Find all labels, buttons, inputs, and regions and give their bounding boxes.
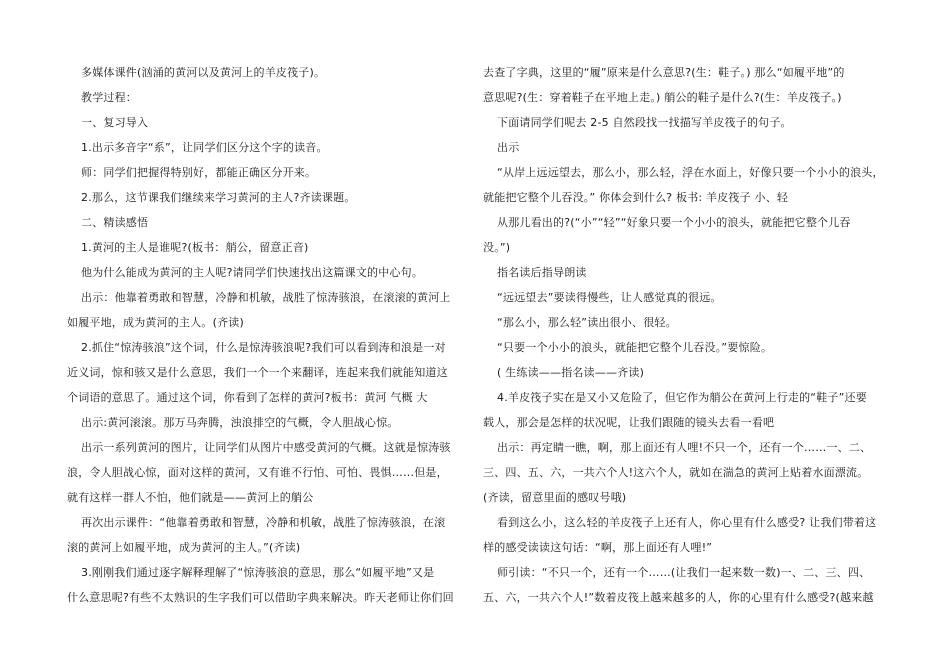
left-line-11: 如履平地，成为黄河的主人。(齐读): [67, 316, 244, 329]
right-line-15: 载人，那会是怎样的状况呢，让我们跟随的镜头去看一看吧: [483, 416, 775, 429]
left-line-21: 3.刚刚我们通过逐字解释理解了“惊涛骇浪的意思，那么“如履平地”又是: [81, 566, 435, 579]
left-line-12: 2.抓住“惊涛骇浪”这个词，什么是惊涛骇浪呢?我们可以看到涛和浪是一对: [81, 341, 446, 354]
left-line-14: 个词语的意思了。通过这个词，你看到了怎样的黄河?板书：黄河 气概 大: [67, 391, 428, 404]
right-line-17: 三、四、五、六，一共六个人!这六个人，就如在湍急的黄河上贴着水面漂流。: [483, 466, 869, 479]
right-line-2: 意思呢?(生：穿着鞋子在平地上走。) 艄公的鞋子是什么?(生：羊皮筏子。): [483, 91, 842, 104]
right-line-22: 五、六，一共六个人!”数着皮筏上越来越多的人，你的心里有什么感受?(越来越: [483, 591, 874, 604]
right-line-16: 出示：再定睛一瞧，啊，那上面还有人哩!不只一个，还有一个……一、二、: [497, 441, 872, 454]
left-line-20: 滚的黄河上如履平地，成为黄河的主人。”(齐读): [67, 541, 301, 554]
right-line-18: (齐读，留意里面的感叹号哦): [483, 491, 627, 504]
right-line-21: 师引读：“不只一个，还有一个……(让我们一起来数一数)一、二、三、四、: [497, 566, 871, 579]
left-line-15: 出示:黄河滚滚。那万马奔腾，浊浪排空的气概，令人胆战心惊。: [81, 416, 399, 429]
left-line-18: 就有这样一群人不怕，他们就是——黄河上的艄公: [67, 491, 314, 504]
left-line-2: 教学过程：: [81, 91, 137, 104]
left-line-8: 1.黄河的主人是谁呢?(板书：艄公，留意正音): [81, 241, 309, 254]
right-line-12: “只要一个小小的浪头，就能把它整个儿吞没。”要惊险。: [497, 341, 773, 354]
right-line-5: “从岸上远远望去，那么小，那么轻，浮在水面上，好像只要一个小小的浪头，: [497, 166, 884, 179]
left-line-7: 二、精读感悟: [81, 216, 149, 229]
right-line-8: 没。”): [483, 241, 511, 254]
right-line-4: 出示: [497, 141, 520, 154]
right-line-14: 4.羊皮筏子实在是又小又危险了，但它作为艄公在黄河上行走的“鞋子”还要: [497, 391, 867, 404]
left-line-4: 1.出示多音字“系”，让同学们区分这个字的读音。: [81, 141, 328, 154]
left-line-17: 浪，令人胆战心惊，面对这样的黄河，又有谁不行怕、可怕、畏惧……但是，: [67, 466, 448, 479]
left-line-22: 什么意思呢?有些不太熟识的生字我们可以借助字典来解决。昨天老师让你们回: [67, 591, 454, 604]
left-line-1: 多媒体课件(汹涌的黄河以及黄河上的羊皮筏子)。: [81, 66, 326, 79]
left-line-10: 出示：他靠着勇敢和智慧，冷静和机敏，战胜了惊涛骇浪，在滚滚的黄河上: [81, 291, 451, 304]
right-line-1: 去查了字典，这里的“履”原来是什么意思?(生：鞋子。) 那么“如履平地”的: [483, 66, 845, 79]
right-line-19: 看到这么小，这么轻的羊皮筏子上还有人，你心里有什么感受? 让我们带着这: [497, 516, 877, 529]
right-line-11: “那么小，那么轻”读出很小、很轻。: [497, 316, 677, 329]
right-line-10: “远远望去”要读得慢些，让人感觉真的很远。: [497, 291, 722, 304]
left-line-13: 近义词，惊和骇又是什么意思，我们一个一个来翻译，连起来我们就能知道这: [67, 366, 448, 379]
right-line-3: 下面请同学们呢去 2-5 自然段找一找描写羊皮筏子的句子。: [497, 116, 792, 129]
left-line-16: 出示一系列黄河的图片，让同学们从图片中感受黄河的气概。这就是惊涛骇: [81, 441, 451, 454]
left-line-5: 师：同学们把握得特别好，都能正确区分开来。: [81, 166, 317, 179]
left-line-3: 一、复习导入: [81, 116, 149, 129]
left-line-6: 2.那么，这节课我们继续来学习黄河的主人?齐读课题。: [81, 191, 356, 204]
right-line-7: 从那儿看出的?(“小”“轻”“好象只要一个小小的浪头，就能把它整个儿吞: [497, 216, 851, 229]
right-line-20: 样的感受读读这句话：“啊，那上面还有人哩!”: [483, 541, 713, 554]
right-line-9: 指名读后指导朗读: [497, 266, 587, 279]
right-line-6: 就能把它整个儿吞没。” 你体会到什么? 板书: 羊皮筏子 小、轻: [483, 191, 789, 204]
left-line-9: 他为什么能成为黄河的主人呢?请同学们快速找出这篇课文的中心句。: [81, 266, 424, 279]
right-line-13: ( 生练读——指名读——齐读): [497, 366, 645, 379]
left-line-19: 再次出示课件：“他靠着勇敢和智慧，冷静和机敏，战胜了惊涛骇浪，在滚: [81, 516, 446, 529]
